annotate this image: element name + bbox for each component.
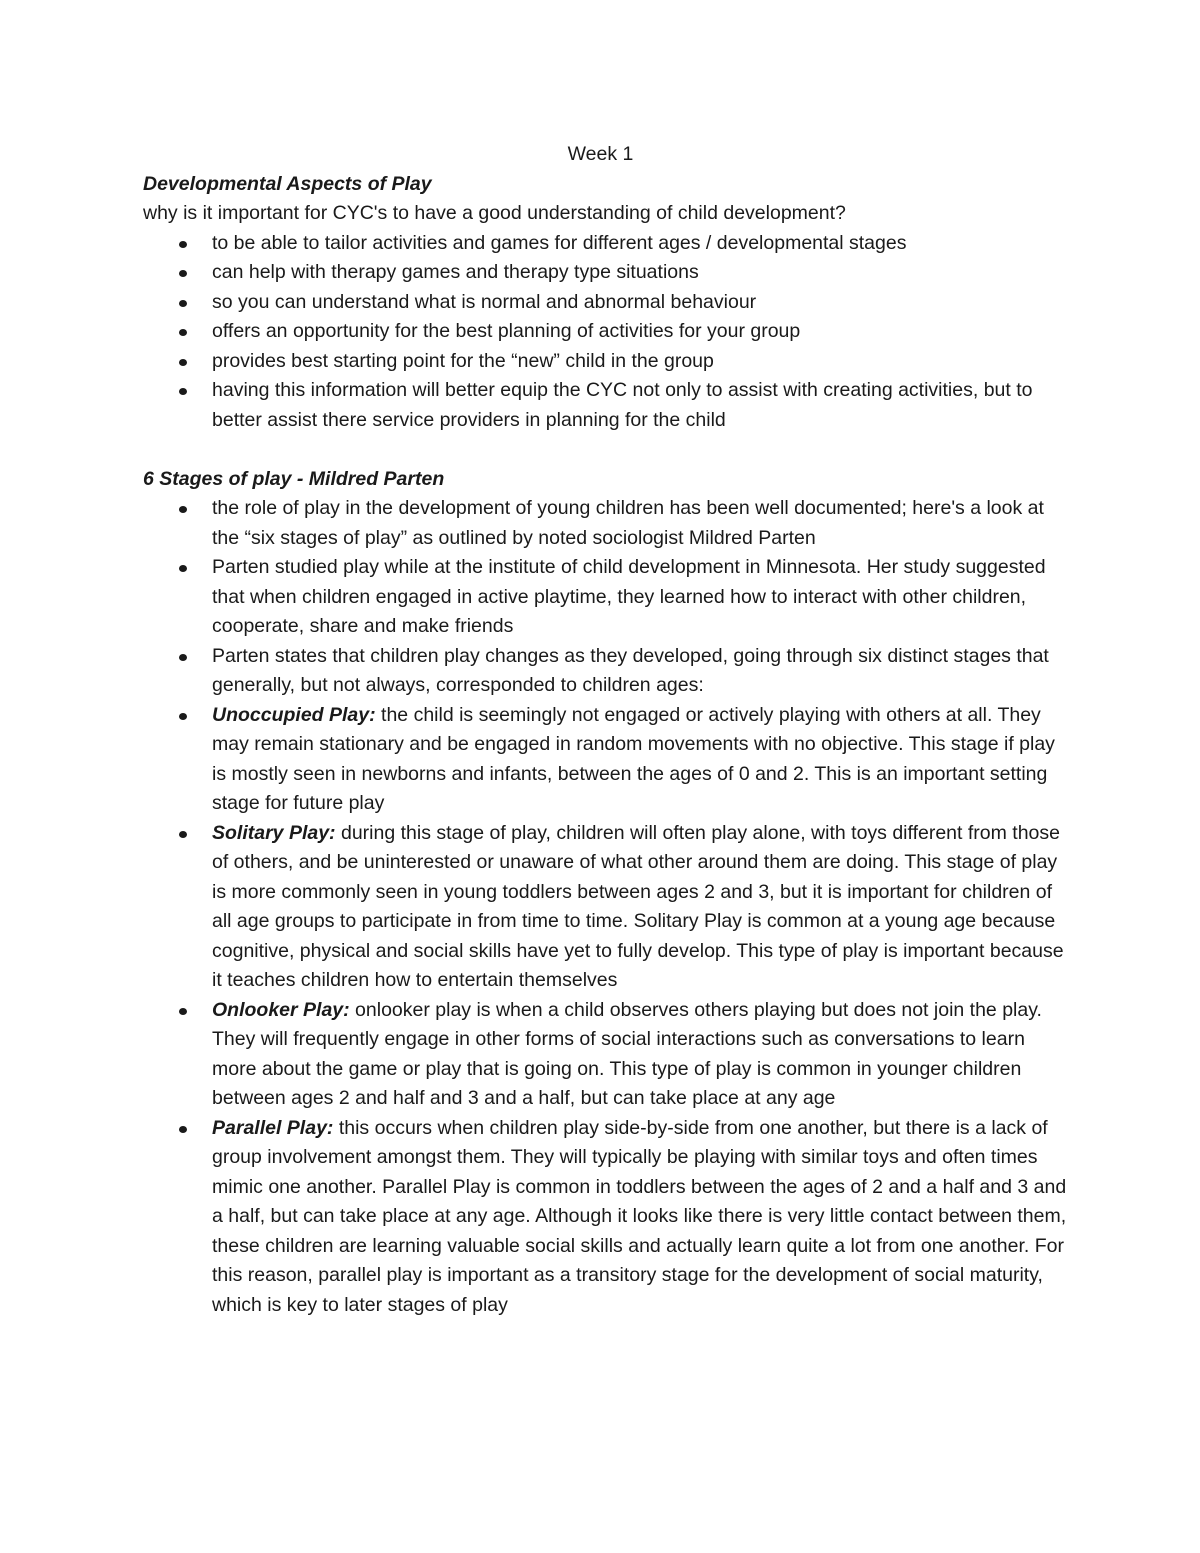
list-item-text: provides best starting point for the “new” child in the group [212,349,714,372]
list-item-text: to be able to tailor activities and games for different ages / developmental stages [212,231,907,254]
intro-question: why is it important for CYC's to have a good understanding of child development? [143,202,846,224]
bullet-icon [179,565,187,572]
list-item-text: Parten states that children play changes as they developed, going through six distinct stages that generally, but not always, corresponded to children ages: [212,644,1049,696]
bullet-icon [179,359,187,366]
stage-term-onlooker-play: Onlooker Play: [212,998,350,1021]
bullet-list-cyc-reasons [143,229,1068,436]
stage-term-parallel-play: Parallel Play: [212,1116,334,1139]
bullet-icon [179,713,187,720]
stage-term-unoccupied-play: Unoccupied Play: [212,703,376,726]
bullet-icon [179,1126,187,1133]
section-heading-six-stages: 6 Stages of play - Mildred Parten [143,467,445,490]
list-item-text: offers an opportunity for the best planning of activities for your group [212,320,801,342]
week-title: Week 1 [567,143,634,165]
stage-term-solitary-play: Solitary Play: [212,821,336,844]
list-item-text: can help with therapy games and therapy type situations [212,261,699,283]
bullet-icon [179,831,187,838]
list-item [143,347,1068,377]
bullet-icon [179,1008,187,1015]
bullet-icon [179,329,187,336]
list-item-text: this occurs when children play side-by-side from one another, but there is a lack of group involvement amongst them. They will typically be playing with similar toys and often times mimic one another. Parallel Play is common in toddlers between the ages of 2 and a half and 3 and a half, but can take place at any age. Although it looks like there is very little contact between them, these children are learning valuable social skills and actually learn quite a lot from one another. For this reason, parallel play is important as a transitory stage for the development of social maturity, which is key to later stages of play [212,1116,1067,1316]
list-item-text: during this stage of play, children will often play alone, with toys different from those of others, and be uninterested or unaware of what other around them are doing. This stage of play is more commonly seen in young toddlers between ages 2 and 3, but it is important for children of all age groups to participate in from time to time. Solitary Play is common at a young age because cognitive, physical and social skills have yet to fully develop. This type of play is important because it teaches children how to entertain themselves [212,821,1064,991]
list-item [143,494,1068,553]
bullet-icon [179,388,187,395]
list-item-text: the child is seemingly not engaged or actively playing with others at all. They may remain stationary and be engaged in random movements with no objective. This stage if play is mostly seen in newborns and infants, between the ages of 0 and 2. This is an important setting stage for future play [212,703,1055,814]
list-item-text: having this information will better equip the CYC not only to assist with creating activities, but to better assist there service providers in planning for the child [212,379,1033,431]
list-item-text: the role of play in the development of young children has been well documented; here's a look at the “six stages of play” as outlined by noted sociologist Mildred Parten [212,497,1044,549]
section-spacer [143,435,1068,465]
list-item [143,819,1068,996]
document-body [143,140,1068,1320]
list-item [143,642,1068,701]
list-item [143,1114,1068,1321]
list-item [143,376,1068,435]
bullet-icon [179,270,187,277]
list-item-text: Parten studied play while at the institute of child development in Minnesota. Her study suggested that when children engaged in active playtime, they learned how to interact with other children, cooperate, share and make friends [212,556,1046,637]
list-item [143,258,1068,288]
bullet-icon [179,506,187,513]
list-item-text: onlooker play is when a child observes others playing but does not join the play. They will frequently engage in other forms of social interactions such as conversations to learn more about the game or play that is going on. This type of play is common in younger children between ages 2 and half and 3 and a half, but can take place at any age [212,998,1042,1109]
list-item [143,317,1068,347]
list-item [143,229,1068,259]
section-heading-developmental-aspects: Developmental Aspects of Play [143,172,432,195]
bullet-list-stages-of-play [143,494,1068,1320]
list-item [143,288,1068,318]
list-item-text: so you can understand what is normal and abnormal behaviour [212,290,757,313]
bullet-icon [179,654,187,661]
list-item [143,701,1068,819]
list-item [143,553,1068,642]
bullet-icon [179,300,187,307]
bullet-icon [179,241,187,248]
list-item [143,996,1068,1114]
